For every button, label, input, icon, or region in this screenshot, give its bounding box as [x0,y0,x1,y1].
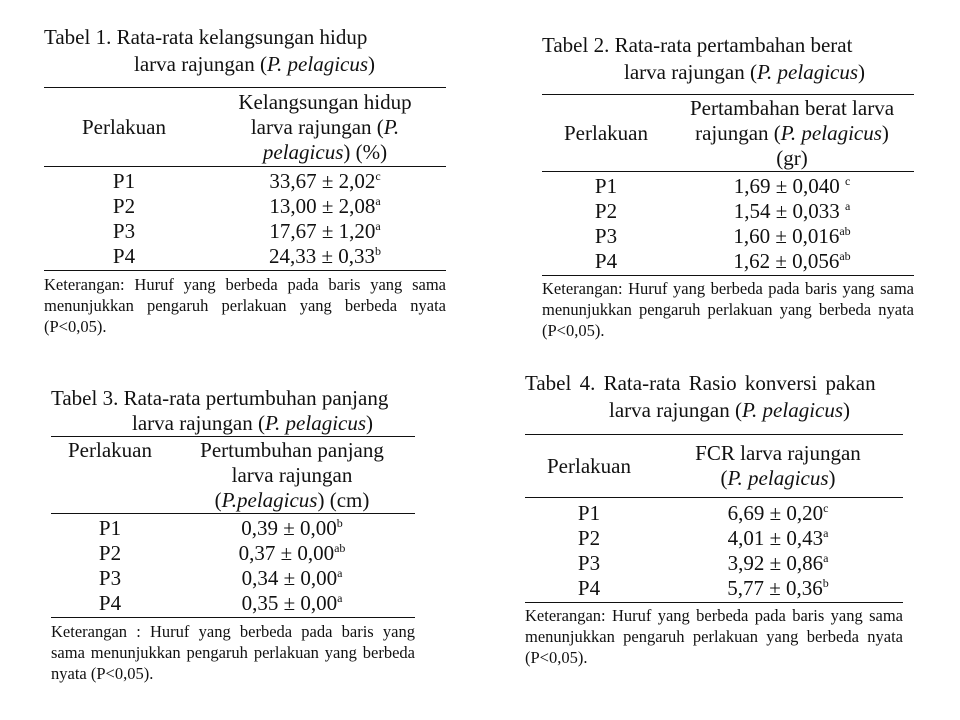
table-4-body [525,501,903,601]
table-1-bottom-rule [44,270,446,271]
table-row: P2 1,54 ± 0,033 $^a$ [594,199,851,223]
table-1-grid [44,88,446,166]
table-row: P2 13,00 ± 2,08$^a$ [112,194,381,218]
table-1-col2-header: Kelangsungan hidup larva rajungan (P. pelagicus) (%) [238,90,412,164]
table-4-grid [525,435,903,497]
table-4-col2-header: FCR larva rajungan (P. pelagicus) [695,441,861,490]
table-4-col1-header: Perlakuan [547,453,631,478]
table-3-body [51,516,415,616]
table-3-header-row [51,437,415,513]
table-2-mid-rule [542,171,914,172]
table-4-bottom-rule [525,602,903,603]
table-2-title-line2: larva rajungan (P. pelagicus) [624,60,866,84]
table-4-header-row [525,435,903,497]
table-row: P1 33,67 ± 2,02$^c$ [112,169,381,193]
table-4-mid-rule [525,497,903,498]
table-row: P1 1,69 ± 0,040 $^c$ [594,174,851,198]
table-2-title [542,32,914,86]
table-row: P4 5,77 ± 0,36$^b$ [577,576,829,600]
table-1-header-row [44,88,446,166]
table-1-body [44,169,446,269]
table-row: P3 0,34 ± 0,00$^a$ [98,566,343,590]
table-2 [542,32,914,341]
table-row: P1 6,69 ± 0,20$^c$ [577,501,829,525]
table-3-title-line1: Tabel 3. Rata-rata pertumbuhan panjang [51,386,389,410]
table-1 [44,24,446,337]
table-2-bottom-rule [542,275,914,276]
table-4 [525,370,903,668]
table-row: P2 4,01 ± 0,43$^a$ [577,526,829,550]
table-2-col2-header: Pertambahan berat larva rajungan (P. pelagicus) (gr) [689,96,895,170]
table-row: P1 0,39 ± 0,00$^b$ [98,516,343,540]
table-3-note: Keterangan : Huruf yang berbeda pada baris yang sama menunjukkan pengaruh perlakuan yang berbeda nyata (P<0,05). [51,622,415,683]
table-row: P4 1,62 ± 0,056$^{ab}$ [594,249,851,273]
table-1-mid-rule [44,166,446,167]
table-row: P3 1,60 ± 0,016$^{ab}$ [594,224,851,248]
table-3 [51,386,415,684]
table-row: P3 17,67 ± 1,20$^a$ [112,219,381,243]
table-3-bottom-rule [51,617,415,618]
table-row: P4 24,33 ± 0,33$^b$ [112,244,382,268]
table-row: P3 3,92 ± 0,86$^a$ [577,551,829,575]
table-4-note: Keterangan: Huruf yang berbeda pada baris yang sama menunjukkan pengaruh perlakuan yang berbeda nyata (P<0,05). [525,606,903,667]
table-2-title-line1: Tabel 2. Rata-rata pertambahan berat [542,33,853,57]
table-3-grid [51,437,415,513]
table-2-grid [542,95,914,171]
table-1-title [44,24,446,78]
table-3-col1-header: Perlakuan [68,438,152,462]
table-3-mid-rule [51,513,415,514]
table-2-col1-header: Perlakuan [564,120,648,145]
table-3-col2-header: Pertumbuhan panjang larva rajungan (P.pelagicus) (cm) [200,438,384,512]
table-3-title [51,386,415,436]
table-4-title-line1: Tabel 4. Rata-rata Rasio konversi pakan [525,371,876,395]
table-1-col1-header: Perlakuan [82,114,166,139]
table-2-body [542,174,914,274]
table-1-note: Keterangan: Huruf yang berbeda pada baris yang sama menunjukkan pengaruh perlakuan yang berbeda nyata (P<0,05). [44,275,446,336]
table-1-title-line1: Tabel 1. Rata-rata kelangsungan hidup [44,25,368,49]
table-3-title-line2: larva rajungan (P. pelagicus) [132,411,374,435]
table-row: P4 0,35 ± 0,00$^a$ [98,591,343,615]
table-4-title [525,370,903,424]
table-2-note: Keterangan: Huruf yang berbeda pada baris yang sama menunjukkan pengaruh perlakuan yang berbeda nyata (P<0,05). [542,279,914,340]
table-row: P2 0,37 ± 0,00$^{ab}$ [98,541,346,565]
table-1-title-line2: larva rajungan (P. pelagicus) [134,52,376,76]
table-4-title-line2: larva rajungan (P. pelagicus) [609,398,851,422]
table-2-header-row [542,95,914,171]
